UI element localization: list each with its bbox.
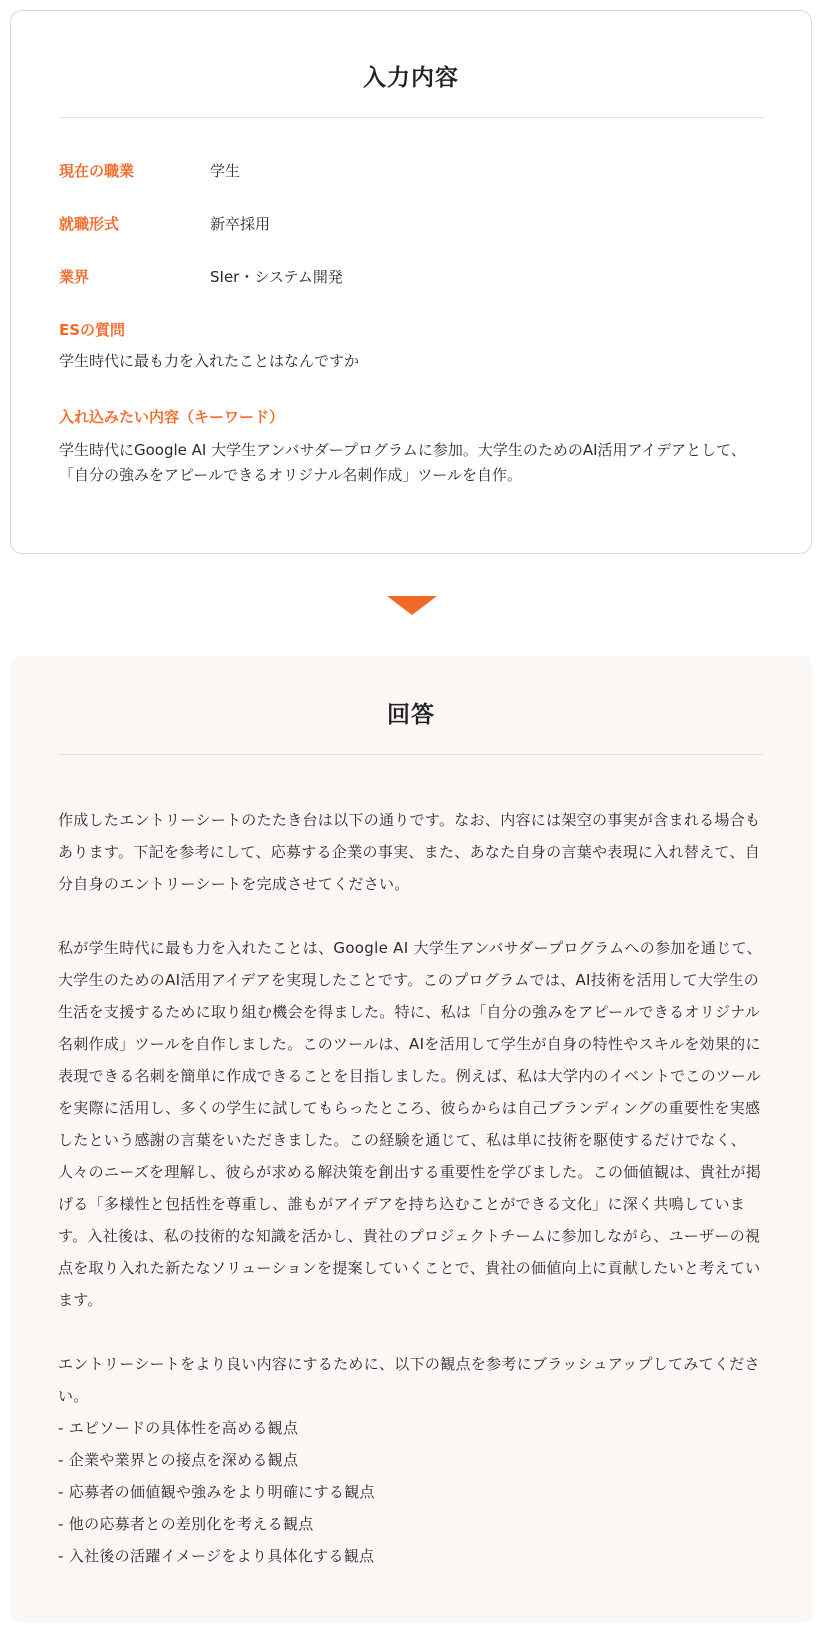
field-label-employment-type: 就職形式 [59, 215, 120, 233]
field-value-es-question: 学生時代に最も力を入れたことはなんですか [59, 352, 360, 370]
answer-title-divider [58, 754, 763, 755]
input-section-title: 入力内容 [363, 65, 459, 91]
answer-body-paragraph: 私が学生時代に最も力を入れたことは、Google AI 大学生アンバサダープログラムへの参加を通じて、大学生のためのAI活用アイデアを実現したことです。このプログラムでは、AI技術を活用して大学生の生活を支援するために取り組む機会を得ました。特に、私は「自分の強みをアピールできるオリジナル名刺作成」ツールを自作しました。このツールは、AIを活用して学生が自身の特性やスキルを効果的に表現できる名刺を簡単に作成できることを目指しました。例えば、私は大学内のイベントでこのツールを実際に活用し、多くの学生に試してもらったところ、彼らからは自己ブランディングの重要性を実感したという感謝の言葉をいただきました。この経験を通じて、私は単に技術を駆使するだけでなく、人々のニーズを理解し、彼らが求める解決策を創出する重要性を学びました。この価値観は、貴社が掲げる「多様性と包括性を尊重し、誰もがアイデアを持ち込むことができる文化」に深く共鳴しています。入社後は、私の技術的な知識を活かし、貴社のプロジェクトチームに参加しながら、ユーザーの視点を取り入れた新たなソリューションを提案していくことで、貴社の価値向上に貢献したいと考えています。 [58, 939, 762, 1309]
input-title-divider [59, 117, 764, 118]
field-value-keywords: 学生時代にGoogle AI 大学生アンバサダープログラムに参加。大学生のためのAI活用アイデアとして、「自分の強みをアピールできるオリジナル名刺作成」ツールを自作。 [59, 441, 746, 484]
advice-item: - 企業や業界との接点を深める観点 [58, 1451, 299, 1469]
answer-card [10, 656, 812, 1623]
chevron-down-triangle-icon [387, 596, 437, 615]
field-value-industry: SIer・システム開発 [210, 268, 343, 286]
advice-item: - エピソードの具体性を高める観点 [58, 1419, 299, 1437]
field-label-occupation: 現在の職業 [59, 162, 135, 180]
advice-item: - 他の応募者との差別化を考える観点 [58, 1515, 314, 1533]
advice-item: - 応募者の価値観や強みをより明確にする観点 [58, 1483, 375, 1501]
answer-content [58, 804, 764, 1572]
field-label-keywords: 入れ込みたい内容（キーワード） [59, 408, 285, 426]
field-label-industry: 業界 [59, 268, 90, 286]
input-summary-card [10, 10, 812, 554]
answer-section-title: 回答 [387, 702, 435, 728]
field-value-employment-type: 新卒採用 [210, 215, 271, 233]
answer-intro-paragraph: 作成したエントリーシートのたたき台は以下の通りです。なお、内容には架空の事実が含まれる場合もあります。下記を参考にして、応募する企業の事実、また、あなた自身の言葉や表現に入れ替えて、自分自身のエントリーシートを完成させてください。 [58, 811, 761, 893]
advice-intro: エントリーシートをより良い内容にするために、以下の観点を参考にブラッシュアップしてみてください。 [58, 1355, 760, 1405]
field-label-es-question: ESの質問 [59, 321, 126, 339]
advice-list [58, 1412, 764, 1572]
field-value-occupation: 学生 [210, 162, 241, 180]
advice-item: - 入社後の活躍イメージをより具体化する観点 [58, 1547, 375, 1565]
